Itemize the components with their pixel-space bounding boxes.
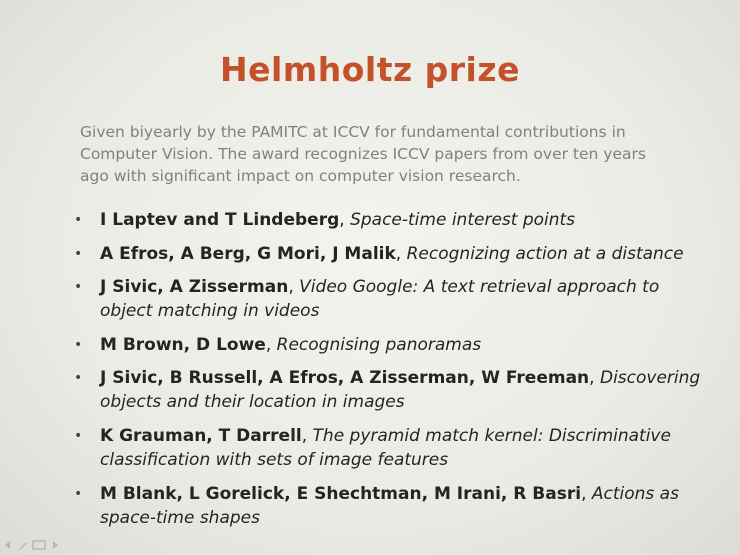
item-authors: I Laptev and T Lindeberg <box>100 210 340 230</box>
item-line <box>100 333 481 357</box>
item-authors: M Brown, D Lowe <box>100 335 266 355</box>
slide-nav-controls <box>2 538 61 552</box>
item-separator: , <box>589 368 600 388</box>
item-authors: A Efros, A Berg, G Mori, J Malik <box>100 244 396 264</box>
item-paper-continued: objects and their location in images <box>100 392 405 412</box>
item-line <box>100 424 671 448</box>
item-separator: , <box>581 484 592 504</box>
intro-line: ago with significant impact on computer vision research. <box>80 167 521 185</box>
item-paper: Space-time interest points <box>350 210 576 230</box>
item-paper-continued: space-time shapes <box>100 508 260 528</box>
intro-line: Computer Vision. The award recognizes ICCV papers from over ten years <box>80 145 646 163</box>
item-authors: J Sivic, A Zisserman <box>100 277 289 297</box>
item-line <box>100 242 684 266</box>
slide-title: Helmholtz prize <box>220 50 520 89</box>
item-line <box>100 208 575 232</box>
item-separator: , <box>395 244 407 264</box>
item-paper: Video Google: A text retrieval approach to <box>299 277 660 297</box>
item-paper-continued: classification with sets of image features <box>100 450 449 470</box>
item-authors: M Blank, L Gorelick, E Shechtman, M Irani, R Basri <box>100 484 582 504</box>
item-paper: The pyramid match kernel: Discriminative <box>312 426 671 446</box>
item-line <box>100 482 679 506</box>
bullet: • <box>74 212 83 228</box>
item-paper-continued: object matching in videos <box>100 301 320 321</box>
item-paper: Actions as <box>591 484 679 504</box>
slide-menu-icon[interactable] <box>32 536 46 555</box>
bullet: • <box>74 337 83 353</box>
intro-paragraph <box>80 121 690 187</box>
item-paper: Recognising panoramas <box>276 335 482 355</box>
bullet: • <box>74 486 83 502</box>
item-authors: J Sivic, B Russell, A Efros, A Zisserman, W Freeman <box>100 368 590 388</box>
bullet: • <box>74 246 83 262</box>
item-separator: , <box>339 210 351 230</box>
bullet: • <box>74 279 83 295</box>
item-separator: , <box>301 426 313 446</box>
item-authors: K Grauman, T Darrell <box>100 426 302 446</box>
arrow-left-icon[interactable] <box>2 536 14 555</box>
bullet: • <box>74 428 83 444</box>
item-line <box>100 275 659 299</box>
item-paper: Recognizing action at a distance <box>406 244 684 264</box>
item-paper: Discovering <box>599 368 701 388</box>
arrow-right-icon[interactable] <box>49 536 61 555</box>
item-separator: , <box>265 335 277 355</box>
item-line <box>100 366 700 390</box>
item-separator: , <box>288 277 300 297</box>
intro-line: Given biyearly by the PAMITC at ICCV for fundamental contributions in <box>80 123 626 141</box>
pen-icon[interactable] <box>17 536 29 555</box>
bullet: • <box>74 370 83 386</box>
